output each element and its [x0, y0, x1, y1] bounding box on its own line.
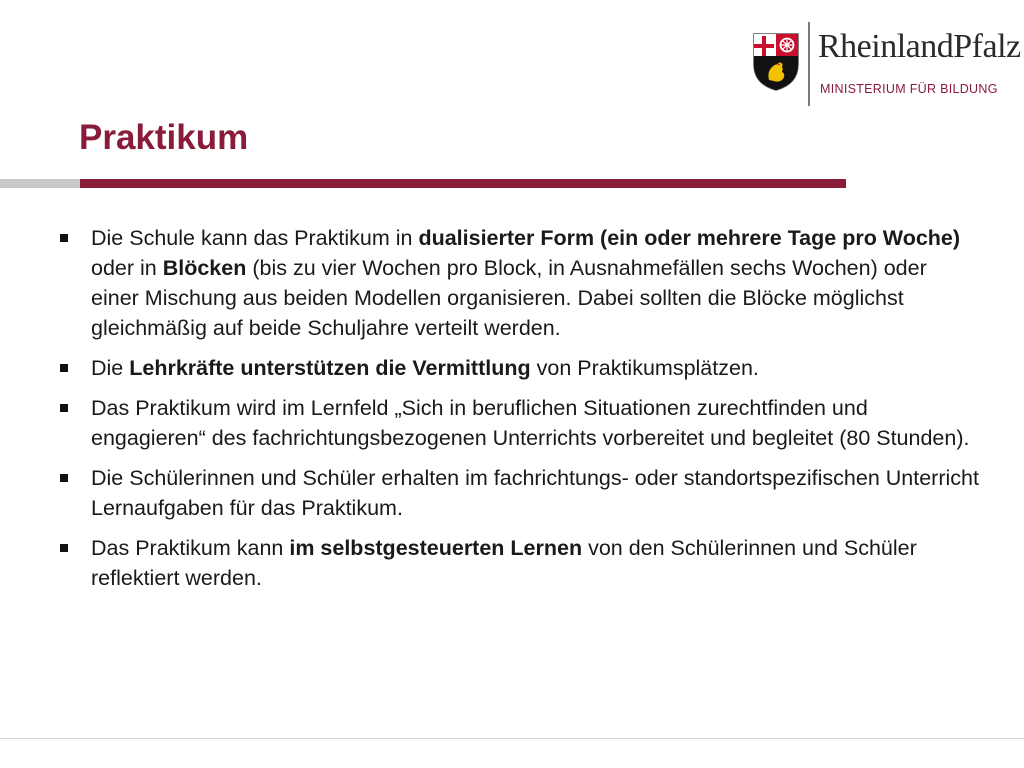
- logo-wordmark: RheinlandPfalz: [818, 28, 1021, 65]
- square-bullet-icon: [60, 544, 68, 552]
- bullet-list: [60, 223, 980, 603]
- page-title: Praktikum: [79, 118, 249, 157]
- bullet-text: von Praktikumsplätzen.: [530, 356, 759, 380]
- square-bullet-icon: [60, 364, 68, 372]
- bullet-text-bold: dualisierter Form (ein oder mehrere Tage pro Woche): [418, 226, 961, 250]
- square-bullet-icon: [60, 234, 68, 242]
- bullet-text: Die Schülerinnen und Schüler erhalten im fachrichtungs- oder standortspezifischen Unterricht Lernaufgaben für das Praktikum.: [91, 466, 979, 520]
- bullet-item: [60, 393, 980, 453]
- bullet-text: oder in: [91, 256, 163, 280]
- bullet-text: Das Praktikum kann: [91, 536, 290, 560]
- square-bullet-icon: [60, 474, 68, 482]
- square-bullet-icon: [60, 404, 68, 412]
- footer-divider: [0, 738, 1024, 739]
- title-bar-accent: [80, 179, 846, 188]
- title-bar-gray: [0, 179, 80, 188]
- bullet-text-bold: Blöcken: [162, 256, 247, 280]
- logo-divider: [808, 22, 810, 106]
- bullet-item: [60, 223, 980, 343]
- bullet-item: [60, 463, 980, 523]
- bullet-text: (bis zu vier Wochen pro Block, in Ausnahmefällen sechs Wochen) oder einer Mischung aus beiden Modellen organisieren. Dabei sollten die Blöcke möglichst gleichmäßig auf beide Schuljahre verteilt werden.: [91, 256, 927, 340]
- bullet-item: [60, 353, 980, 383]
- bullet-item: [60, 533, 980, 593]
- bullet-text: Die: [91, 356, 130, 380]
- rheinland-pfalz-logo: [752, 22, 1021, 106]
- coat-of-arms-icon: [752, 30, 800, 92]
- ministry-label: MINISTERIUM FÜR BILDUNG: [820, 82, 998, 96]
- bullet-text: von den Schülerinnen und Schüler reflektiert werden.: [91, 536, 917, 590]
- bullet-text-bold: Lehrkräfte unterstützen die Vermittlung: [129, 356, 531, 380]
- bullet-text-bold: im selbstgesteuerten Lernen: [289, 536, 583, 560]
- bullet-text: Das Praktikum wird im Lernfeld „Sich in beruflichen Situationen zurechtfinden und engagieren“ des fachrichtungsbezogenen Unterrichts vorbereitet und begleitet (80 Stunden).: [91, 396, 970, 450]
- bullet-text: Die Schule kann das Praktikum in: [91, 226, 419, 250]
